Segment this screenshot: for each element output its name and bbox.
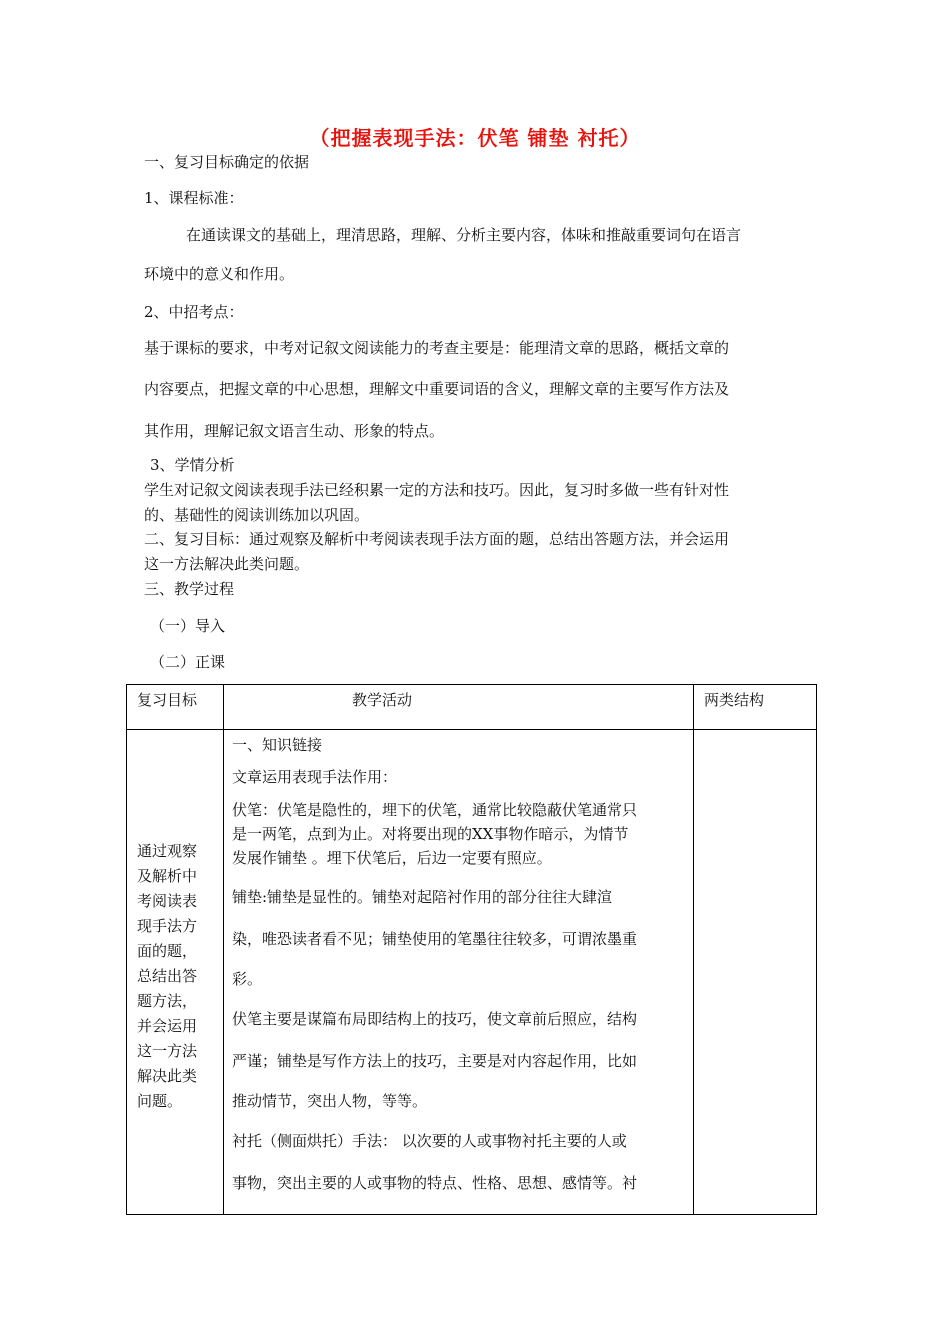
paragraph-line: 这一方法解决此类问题。 [144,555,310,573]
paragraph-line: 基于课标的要求，中考对记叙文阅读能力的考查主要是：能理清文章的思路，概括文章的 [144,339,730,357]
activity-line: 发展作铺垫 。埋下伏笔后，后边一定要有照应。 [232,849,552,867]
section-heading-goals: 二、复习目标：通过观察及解析中考阅读表现手法方面的题，总结出答题方法，并会运用 [144,530,730,548]
activity-line: 文章运用表现手法作用： [232,768,398,786]
goal-line: 及解析中 [137,866,198,885]
goal-line: 并会运用 [137,1016,198,1035]
goal-line: 问题。 [137,1091,183,1110]
goal-line: 现手法方 [137,916,198,935]
activity-heading: 一、知识链接 [232,736,323,754]
activity-line: 染，唯恐读者看不见；铺垫使用的笔墨往往较多，可谓浓墨重 [232,930,638,948]
paragraph-line: 环境中的意义和作用。 [144,265,295,283]
lesson-table [126,684,817,1215]
activity-line: 事物，突出主要的人或事物的特点、性格、思想、感情等。衬 [232,1174,638,1192]
goal-line: 解决此类 [137,1066,198,1085]
activity-line: 铺垫:铺垫是显性的。铺垫对起陪衬作用的部分往往大肆渲 [232,888,613,906]
activity-line: 伏笔：伏笔是隐性的，埋下的伏笔，通常比较隐蔽伏笔通常只 [232,801,638,819]
subsection-main-lesson: （二）正课 [150,653,226,671]
paragraph-line: 其作用，理解记叙文语言生动、形象的特点。 [144,422,445,440]
section-heading-basis: 一、复习目标确定的依据 [144,153,310,171]
table-header-row [127,685,817,730]
header-teaching-activity: 教学活动 [224,685,694,730]
subsection-learner-analysis: 3、学情分析 [150,456,235,474]
header-two-structures: 两类结构 [694,685,817,730]
paragraph-line: 的、基础性的阅读训练加以巩固。 [144,506,370,524]
activity-line: 严谨；铺垫是写作方法上的技巧，主要是对内容起作用，比如 [232,1052,638,1070]
paragraph-line: 学生对记叙文阅读表现手法已经积累一定的方法和技巧。因此，复习时多做一些有针对性 [144,481,730,499]
activity-line: 彩。 [232,970,263,988]
goal-line: 面的题， [137,941,198,960]
goal-line: 题方法， [137,991,198,1010]
subsection-exam-points: 2、中招考点： [144,303,244,321]
activity-line: 是一两笔，点到为止。对将要出现的XX事物作暗示，为情节 [232,825,629,843]
paragraph-line: 内容要点，把握文章的中心思想，理解文中重要词语的含义，理解文章的主要写作方法及 [144,380,730,398]
page-title: （把握表现手法：伏笔 铺垫 衬托） [309,126,641,150]
goal-line: 通过观察 [137,841,198,860]
subsection-curriculum-standard: 1、课程标准： [144,189,244,207]
paragraph-line: 在通读课文的基础上，理清思路，理解、分析主要内容，体味和推敲重要词句在语言 [186,226,742,244]
activity-line: 伏笔主要是谋篇布局即结构上的技巧，使文章前后照应，结构 [232,1010,638,1028]
header-review-goal: 复习目标 [127,685,224,730]
goal-line: 考阅读表 [137,891,198,910]
activity-line: 衬托（侧面烘托）手法： 以次要的人或事物衬托主要的人或 [232,1132,627,1150]
goal-cell [127,730,224,1215]
goal-line: 总结出答 [137,966,198,985]
activity-cell [224,730,694,1215]
subsection-intro: （一）导入 [150,617,226,635]
goal-line: 这一方法 [137,1041,198,1060]
table-row [127,730,817,1215]
structure-cell [694,730,817,1215]
section-heading-process: 三、教学过程 [144,580,235,598]
activity-line: 推动情节，突出人物，等等。 [232,1092,428,1110]
